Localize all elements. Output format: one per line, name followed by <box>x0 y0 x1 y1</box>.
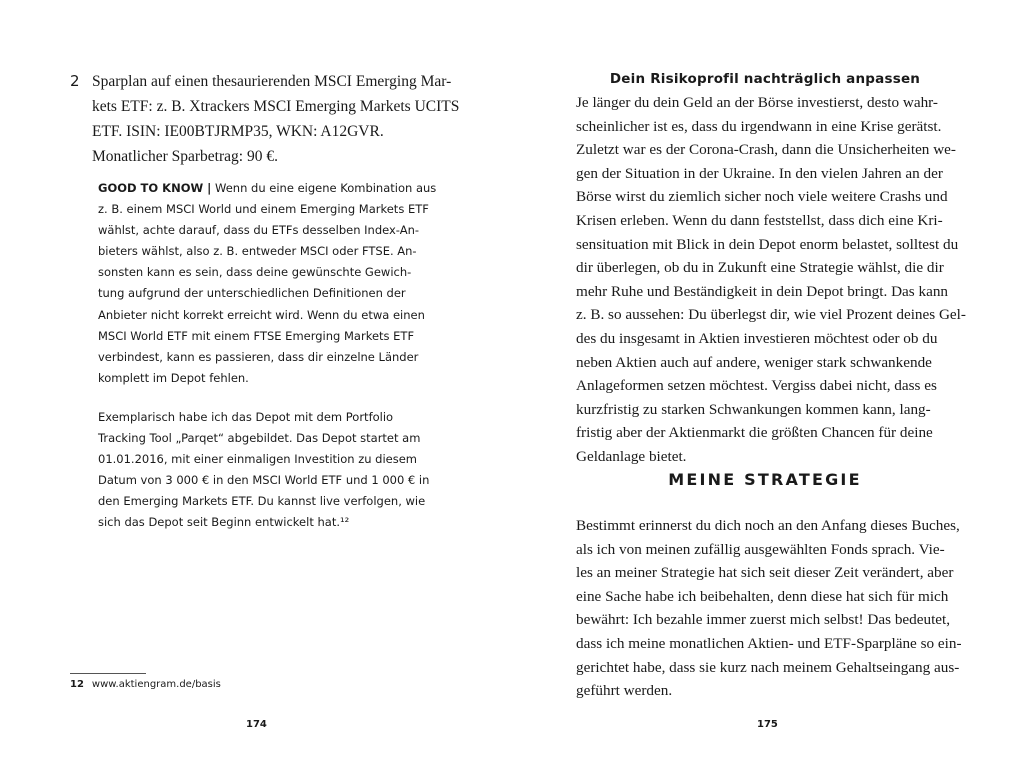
good-to-know-box <box>98 178 437 389</box>
section-heading: MEINE STRATEGIE <box>668 470 862 489</box>
text-line: fristig aber der Aktienmarkt die größten Chancen für deine <box>576 424 933 442</box>
text-line: les an meiner Strategie hat sich seit dieser Zeit verändert, aber <box>576 564 954 582</box>
text-line: wählst, achte darauf, dass du ETFs desselben Index-An- <box>98 223 420 238</box>
text-line: gen der Situation in der Ukraine. In den vielen Jahren an der <box>576 164 943 182</box>
text-line: sich das Depot seit Beginn entwickelt hat.¹² <box>98 515 350 530</box>
text-line: kurzfristig zu starken Schwankungen kommen kann, lang- <box>576 400 931 418</box>
footnote-link[interactable]: www.aktiengram.de/basis <box>91 679 221 690</box>
text-line: geführt werden. <box>576 682 673 700</box>
paragraph <box>576 514 966 703</box>
text-line: mehr Ruhe und Beständigkeit in dein Depot bringt. Das kann <box>576 282 949 300</box>
footnote-divider <box>70 673 146 674</box>
text-line: Datum von 3 000 € in den MSCI World ETF und 1 000 € in <box>98 473 430 488</box>
text-line: sonsten kann es sein, dass deine gewünschte Gewich- <box>98 265 412 280</box>
text-line: Krisen erleben. Wenn du dann feststellst, dass dich eine Kri- <box>576 211 943 229</box>
text-line: Sparplan auf einen thesaurierenden MSCI Emerging Mar- <box>92 73 452 90</box>
text-line: eine Sache habe ich beibehalten, denn diese hat sich für mich <box>576 587 949 605</box>
text-line: z. B. so aussehen: Du überlegst dir, wie viel Prozent deines Gel- <box>576 306 966 324</box>
text-line: Bestimmt erinnerst du dich noch an den Anfang dieses Buches, <box>576 517 960 534</box>
text-line: Monatlicher Sparbetrag: 90 €. <box>92 148 278 165</box>
text-line: dass ich meine monatlichen Aktien- und ETF-Sparpläne so ein- <box>576 634 962 652</box>
text-line: ETF. ISIN: IE00BTJRMP35, WKN: A12GVR. <box>92 123 384 140</box>
text-line: Je länger du dein Geld an der Börse investierst, desto wahr- <box>576 94 938 111</box>
text-line: Tracking Tool „Parqet“ abgebildet. Das Depot startet am <box>98 431 421 446</box>
text-line <box>98 178 437 199</box>
text-line: des du insgesamt in Aktien investieren möchtest oder ob du <box>576 329 938 347</box>
list-item-text <box>92 69 460 169</box>
text-line: Zuletzt war es der Corona-Crash, dann die Unsicherheiten we- <box>576 141 956 159</box>
text-line: scheinlicher ist es, dass du irgendwann in eine Krise gerätst. <box>576 117 942 135</box>
subheading: Dein Risikoprofil nachträglich anpassen <box>609 71 921 87</box>
right-page <box>510 0 1020 769</box>
page-number: 175 <box>757 719 778 730</box>
paragraph <box>576 91 966 469</box>
footnote-number: 12 <box>70 679 84 690</box>
text-line: z. B. einem MSCI World und einem Emerging Markets ETF <box>98 202 429 217</box>
text-line: Anbieter nicht korrekt erreicht wird. Wenn du etwa einen <box>98 307 425 322</box>
depot-example-box <box>98 407 430 534</box>
text-line: MSCI World ETF mit einem FTSE Emerging Markets ETF <box>98 328 415 343</box>
text-span: Wenn du eine eigene Kombination aus <box>211 181 437 195</box>
text-line: verbindest, kann es passieren, dass dir einzelne Länder <box>98 349 419 364</box>
text-line: Börse wirst du ziemlich sicher noch viele weitere Crashs und <box>576 188 948 206</box>
text-line: komplett im Depot fehlen. <box>98 370 249 385</box>
text-line: Exemplarisch habe ich das Depot mit dem Portfolio <box>98 410 394 424</box>
text-line: 01.01.2016, mit einer einmaligen Investition zu diesem <box>98 452 418 467</box>
text-line: tung aufgrund der unterschiedlichen Definitionen der <box>98 286 406 301</box>
text-line: bewährt: Ich bezahle immer zuerst mich selbst! Das bedeutet, <box>576 611 951 629</box>
text-line: sensituation mit Blick in dein Depot enorm belastet, solltest du <box>576 235 959 253</box>
text-line: als ich von meinen zufällig ausgewählten Fonds sprach. Vie- <box>576 540 945 558</box>
text-line: neben Aktien auch auf andere, weniger stark schwankende <box>576 353 932 371</box>
footnote <box>70 678 221 692</box>
list-item-number: 2 <box>70 72 80 90</box>
good-to-know-kicker: GOOD TO KNOW | <box>98 181 212 195</box>
text-line: bieters wählst, also z. B. entweder MSCI oder FTSE. An- <box>98 244 417 259</box>
text-line: gerichtet habe, dass sie kurz nach meinem Gehaltseingang aus- <box>576 658 960 676</box>
text-line: Geldanlage bietet. <box>576 447 687 465</box>
text-line: dir überlegen, ob du in Zukunft eine Strategie wählst, die dir <box>576 259 944 277</box>
text-line: kets ETF: z. B. Xtrackers MSCI Emerging Markets UCITS <box>92 98 460 115</box>
page-number: 174 <box>246 719 267 730</box>
text-line: Anlageformen setzen möchtest. Vergiss dabei nicht, dass es <box>576 377 937 395</box>
text-line: den Emerging Markets ETF. Du kannst live verfolgen, wie <box>98 494 426 509</box>
